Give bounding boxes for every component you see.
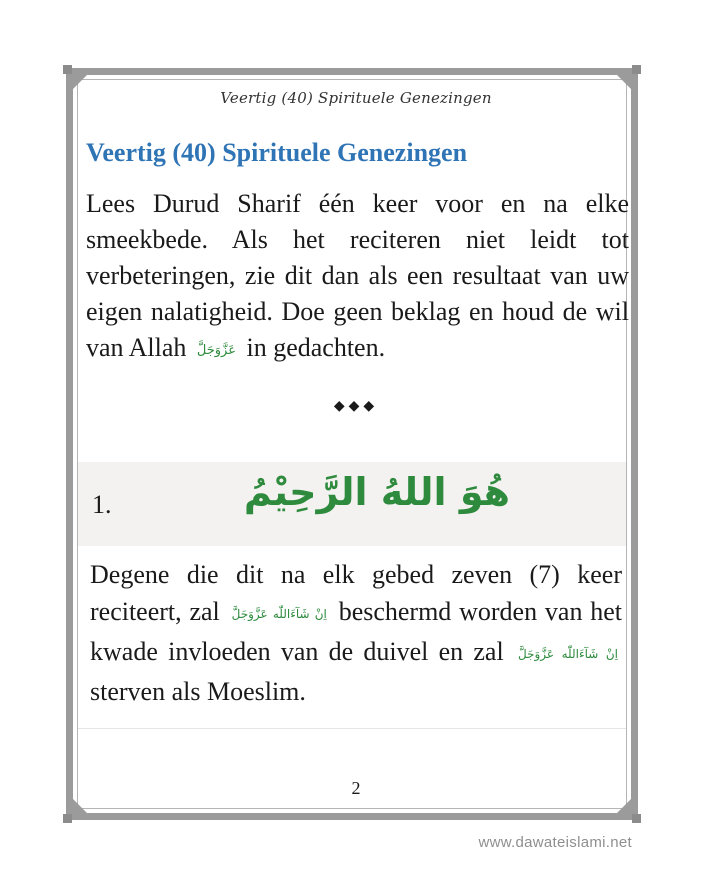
frame-corner-ornament <box>617 799 631 813</box>
entry-divider <box>78 728 626 729</box>
frame-corner-knob <box>63 814 72 823</box>
frame-corner-knob <box>632 814 641 823</box>
entry-arabic-text: هُوَ اللهُ الرَّحِيْمُ <box>243 470 510 514</box>
section-title: Veertig (40) Spirituele Genezingen <box>86 138 468 167</box>
entry-description-text: Degene die dit na elk gebed zeven (7) keer reciteert, zal <box>90 560 622 626</box>
intro-text-end: in gedachten. <box>246 333 386 362</box>
frame-corner-knob <box>632 65 641 74</box>
entry-number: 1. <box>92 490 112 519</box>
section-divider-ornament: ◆◆◆ <box>333 398 379 414</box>
honorific-azza-wajal: عَزَّوَجَلَّ <box>196 343 236 358</box>
frame-corner-knob <box>63 65 72 74</box>
running-header: Veertig (40) Spirituele Genezingen <box>220 89 492 107</box>
frame-corner-ornament <box>73 75 87 89</box>
frame-corner-ornament <box>617 75 631 89</box>
entry-description <box>90 556 622 710</box>
website-url: www.dawateislami.net <box>478 834 632 851</box>
honorific-inshallah: اِنْ شَآءَاللّٰه عَزَّوَجَلَّ <box>517 647 619 661</box>
entry-description-text: sterven als Moeslim. <box>90 677 306 706</box>
frame-corner-ornament <box>73 799 87 813</box>
intro-text: Lees Durud Sharif één keer voor en na elke smeekbede. Als het reciteren niet leidt tot verbeteringen, zie dit dan als een resultaat van uw eigen nalatigheid. Doe geen beklag en houd de wil van Allah <box>86 189 629 362</box>
page-number: 2 <box>351 778 361 798</box>
entry-description-text: beschermd worden van het kwade invloeden van de duivel en zal <box>90 597 623 666</box>
honorific-inshallah: اِنْ شَآءَاللّٰه عَزَّوَجَلَّ <box>231 607 327 621</box>
intro-paragraph <box>86 186 629 369</box>
